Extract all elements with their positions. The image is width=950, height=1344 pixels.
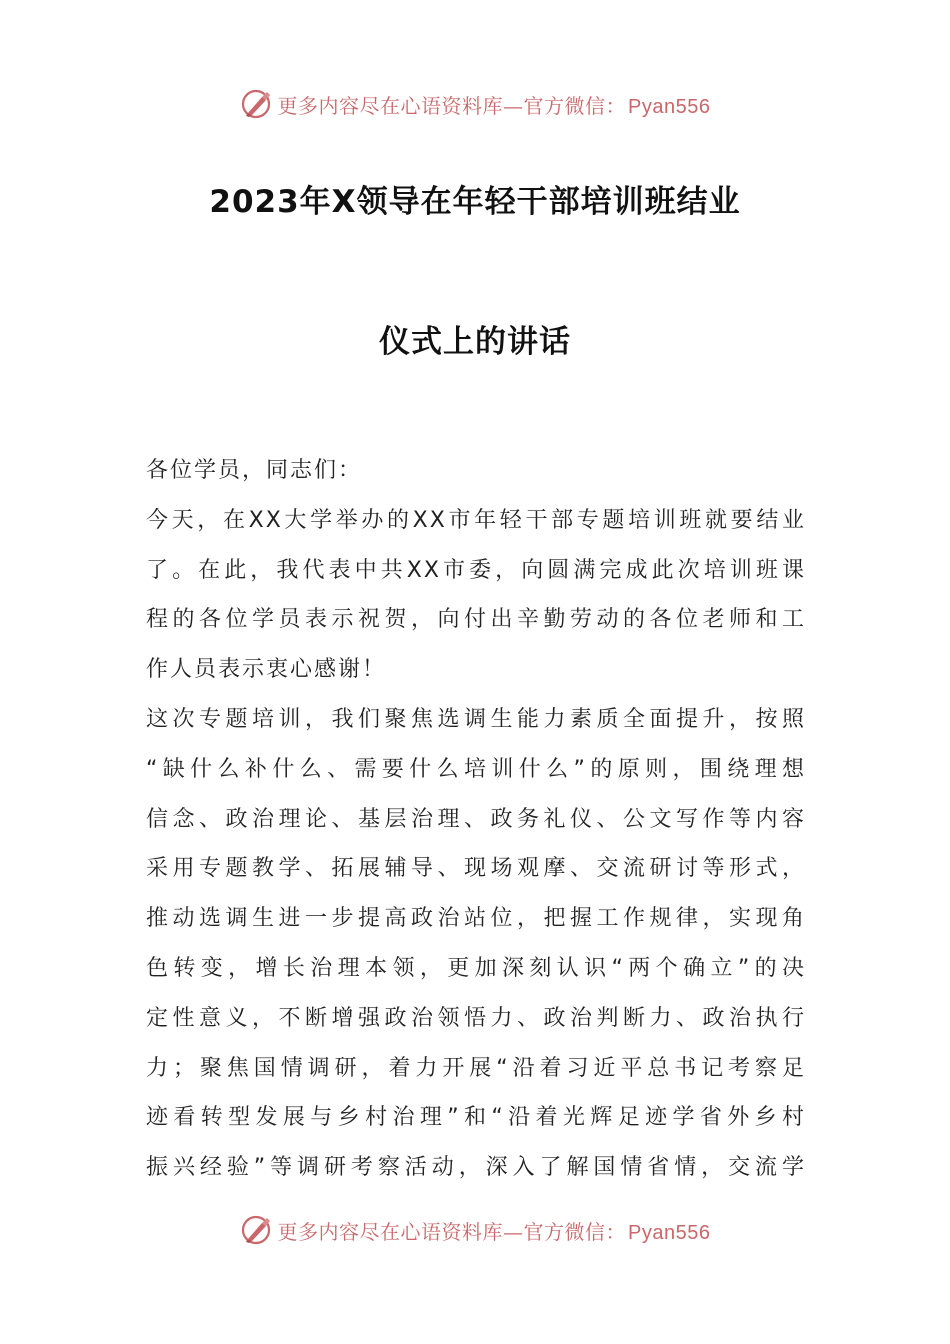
body-line: 采用专题教学、拓展辅导、现场观摩、交流研讨等形式， — [146, 856, 806, 882]
body-line: 信念、政治理论、基层治理、政务礼仪、公文写作等内容 — [146, 806, 806, 832]
body-line: “缺什么补什么、需要什么培训什么”的原则，围绕理想 — [146, 756, 806, 782]
body-line: 迹看转型发展与乡村治理”和“沿着光辉足迹学省外乡村 — [146, 1105, 806, 1131]
body-line-salutation: 各位学员，同志们： — [146, 458, 363, 483]
body-line: 今天，在XX大学举办的XX市年轻干部专题培训班就要结业 — [146, 507, 806, 533]
watermark-brand: 更多内容尽在心语资料库 — [277, 93, 504, 118]
body-line: 力；聚焦国情调研，着力开展“沿着习近平总书记考察足 — [146, 1055, 806, 1081]
pen-logo-icon — [240, 1213, 274, 1247]
watermark-banner-top — [0, 84, 950, 124]
body-line: 这次专题培训，我们聚焦选调生能力素质全面提升，按照 — [146, 706, 806, 732]
watermark-wechat-id: Pyan556 — [628, 1221, 711, 1244]
document-title-line-1: 2023年X领导在年轻干部培训班结业 — [209, 184, 741, 220]
body-line: 了。在此，我代表中共XX市委，向圆满完成此次培训班课 — [146, 557, 806, 583]
watermark-text — [278, 1216, 711, 1245]
watermark-brand: 更多内容尽在心语资料库 — [277, 1219, 504, 1244]
watermark-wechat-label: 官方微信： — [523, 1219, 627, 1244]
body-line: 振兴经验”等调研考察活动，深入了解国情省情，交流学 — [146, 1155, 806, 1181]
watermark-wechat-label: 官方微信： — [523, 93, 627, 118]
pen-logo-icon — [240, 87, 274, 121]
document-body — [146, 446, 806, 1193]
watermark-separator: — — [503, 93, 524, 118]
body-line: 色转变，增长治理本领，更加深刻认识“两个确立”的决 — [146, 955, 806, 981]
body-line: 定性意义，不断增强政治领悟力、政治判断力、政治执行 — [146, 1005, 806, 1031]
watermark-wechat-id: Pyan556 — [628, 95, 711, 118]
body-line: 推动选调生进一步提高政治站位，把握工作规律，实现角 — [146, 906, 806, 932]
watermark-separator: — — [503, 1219, 524, 1244]
body-line: 作人员表示衷心感谢！ — [146, 657, 387, 683]
watermark-text — [278, 90, 711, 119]
document-title-line-2: 仪式上的讲话 — [379, 324, 571, 360]
body-line: 程的各位学员表示祝贺，向付出辛勤劳动的各位老师和工 — [146, 607, 806, 633]
watermark-banner-bottom — [0, 1210, 950, 1250]
